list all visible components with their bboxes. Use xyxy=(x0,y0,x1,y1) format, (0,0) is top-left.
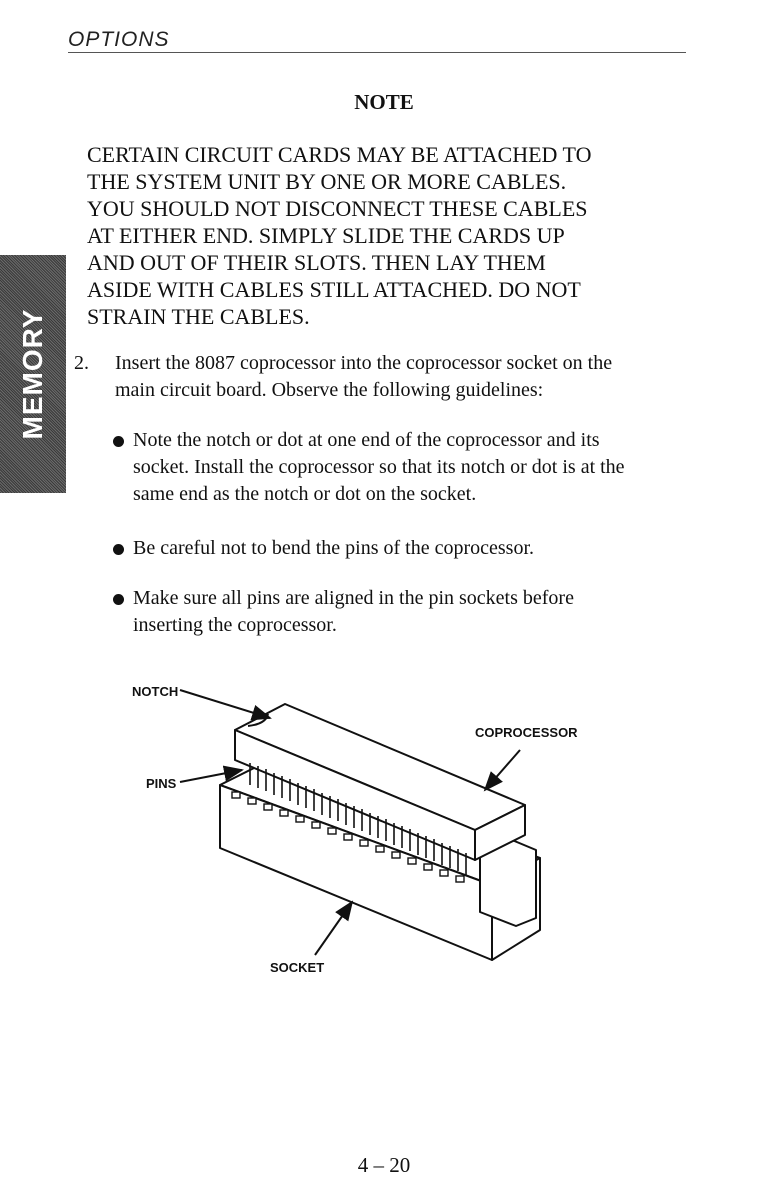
page-number: 4 – 20 xyxy=(357,1153,411,1177)
socket-label: SOCKET xyxy=(270,960,325,975)
note-line: AT EITHER END. SIMPLY SLIDE THE CARDS UP xyxy=(87,223,565,248)
step-number: 2. xyxy=(74,352,89,374)
bullet-text: Note the notch or dot at one end of the coprocessor and its socket. Install the coprocessor so that its notch or dot is at the same end as the notch or dot on the socket. xyxy=(133,429,625,505)
bullet-item xyxy=(113,427,645,508)
section-header: OPTIONS xyxy=(68,28,170,51)
step-2 xyxy=(74,350,644,404)
coprocessor-label: COPROCESSOR xyxy=(475,725,578,740)
pins-label: PINS xyxy=(146,776,177,791)
bullet-dot-icon xyxy=(113,544,124,555)
note-line: CERTAIN CIRCUIT CARDS MAY BE ATTACHED TO xyxy=(87,142,592,167)
side-tab-label: MEMORY xyxy=(17,308,48,440)
step-text: Insert the 8087 coprocessor into the coprocessor socket on the main circuit board. Observe the following guidelines: xyxy=(115,352,613,401)
bullet-text: Be careful not to bend the pins of the coprocessor. xyxy=(133,537,534,559)
bullet-item xyxy=(113,585,645,639)
bullet-dot-icon xyxy=(113,436,124,447)
side-tab xyxy=(0,255,66,493)
note-line: AND OUT OF THEIR SLOTS. THEN LAY THEM xyxy=(87,250,546,275)
note-line: THE SYSTEM UNIT BY ONE OR MORE CABLES. xyxy=(87,169,567,194)
note-line: STRAIN THE CABLES. xyxy=(87,304,310,329)
coprocessor-diagram xyxy=(120,670,620,990)
coprocessor-socket-illustration xyxy=(120,670,620,990)
note-text xyxy=(87,141,609,330)
note-line: YOU SHOULD NOT DISCONNECT THESE CABLES xyxy=(87,196,588,221)
bullet-item xyxy=(113,535,645,562)
note-line: ASIDE WITH CABLES STILL ATTACHED. DO NOT xyxy=(87,277,581,302)
note-title: NOTE xyxy=(354,90,414,114)
notch-label: NOTCH xyxy=(132,684,179,699)
bullet-dot-icon xyxy=(113,594,124,605)
bullet-text: Make sure all pins are aligned in the pin sockets before inserting the coprocessor. xyxy=(133,587,574,636)
header-rule xyxy=(68,52,686,53)
